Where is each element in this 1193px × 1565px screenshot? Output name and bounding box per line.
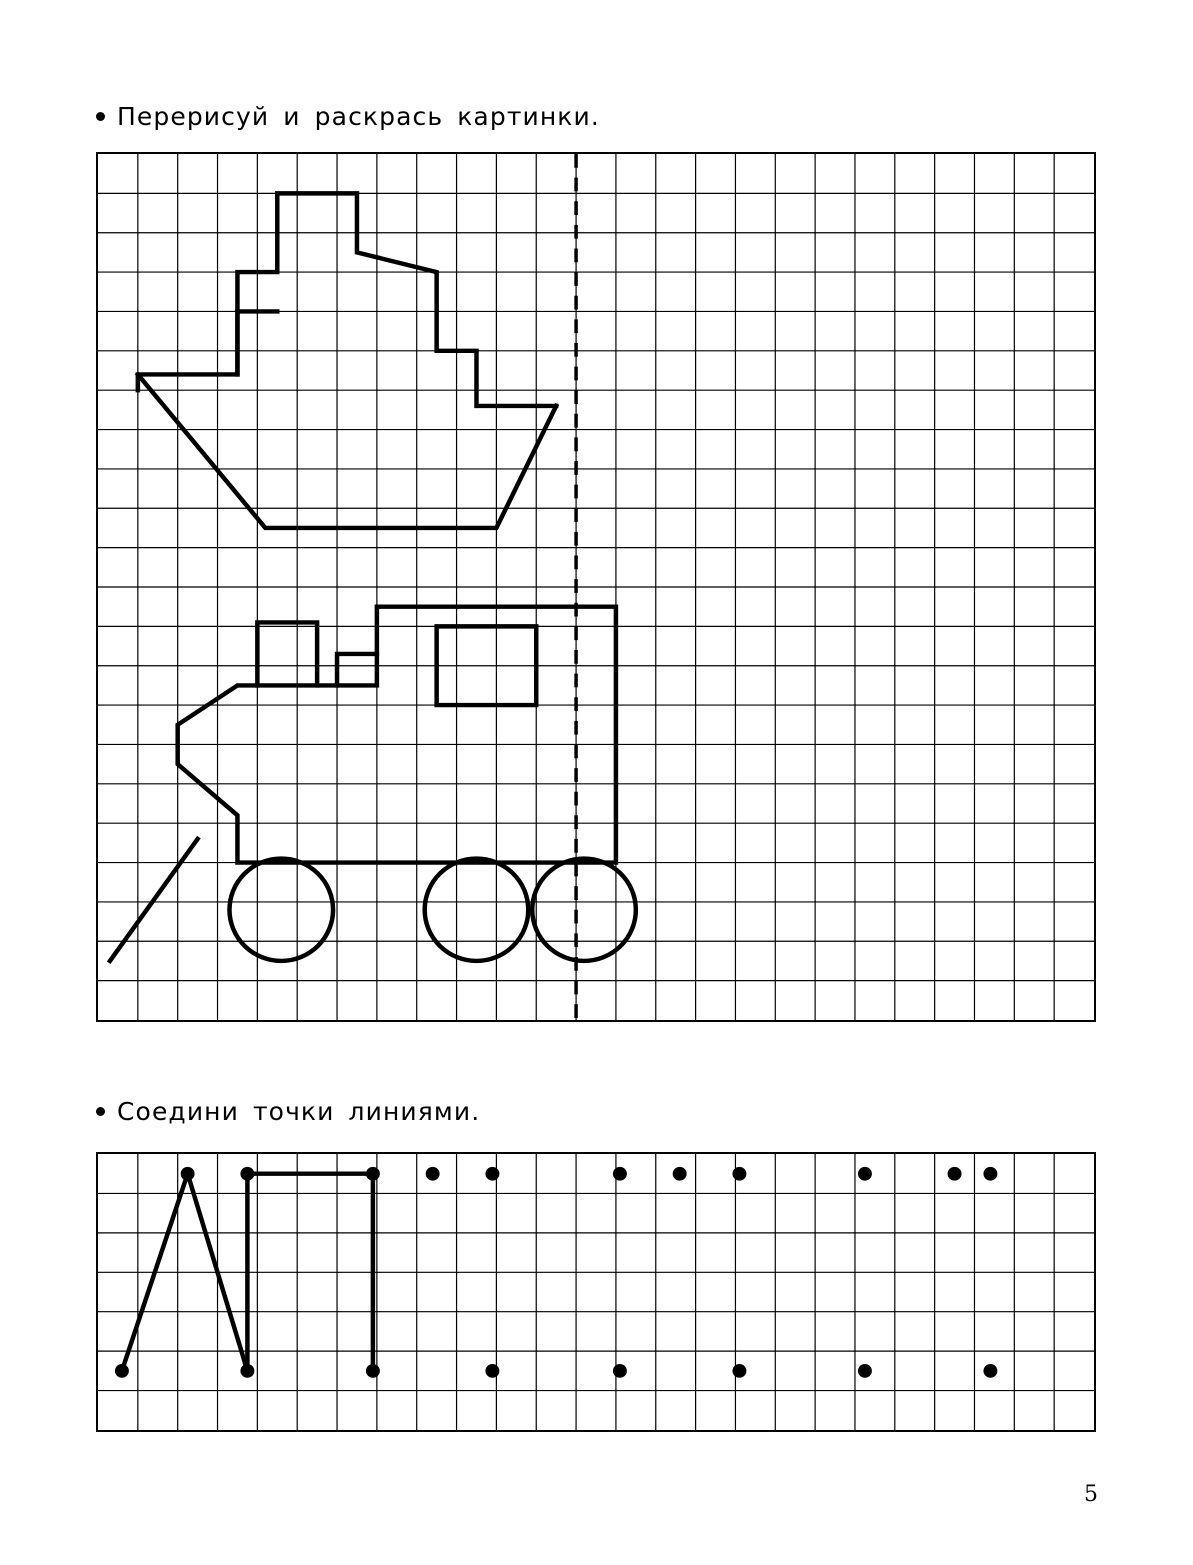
dot [732,1167,746,1181]
task-redraw-color [96,102,600,131]
dot [366,1364,380,1378]
grid-lines [98,154,1094,1020]
dot [613,1364,627,1378]
drawing-grid-top-canvas [98,154,1094,1020]
figure-stroke [138,374,556,528]
figures [110,193,636,961]
page-number: 5 [1084,1482,1098,1507]
dot [983,1364,997,1378]
dot [858,1364,872,1378]
dot [181,1167,195,1181]
task-connect-dots-label: Соедини точки линиями. [117,1097,481,1126]
dot [673,1167,687,1181]
bullet-dot-icon [96,1107,105,1116]
dot [948,1167,962,1181]
figure-stroke [257,622,317,685]
dot [485,1167,499,1181]
dot-grid-bottom[interactable] [96,1152,1096,1432]
dot [485,1364,499,1378]
dot [426,1167,440,1181]
task-connect-dots [96,1097,480,1126]
dot [240,1364,254,1378]
dot [732,1364,746,1378]
bullet-dot-icon [96,112,105,121]
figure-stroke [178,607,616,863]
dot [115,1364,129,1378]
figure-stroke [337,654,377,685]
ship-figure [138,193,556,528]
dot-grid-bottom-canvas [98,1154,1094,1430]
wheel [425,859,529,961]
wheel [532,859,636,961]
dot [983,1167,997,1181]
task-redraw-color-label: Перерисуй и раскрась картинки. [117,102,600,131]
dot [613,1167,627,1181]
figure-stroke [138,193,556,406]
wheel [229,859,333,961]
dot [366,1167,380,1181]
dot [858,1167,872,1181]
dot [240,1167,254,1181]
drawing-grid-top[interactable] [96,152,1096,1022]
figure-stroke [110,839,198,961]
